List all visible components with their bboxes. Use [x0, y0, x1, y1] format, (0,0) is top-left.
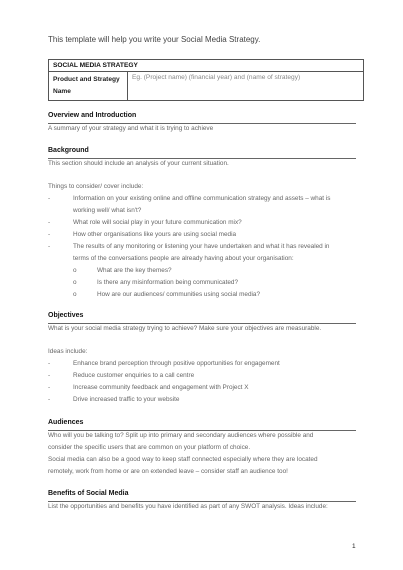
- audiences-line: remotely, work from home or are on extended leave – consider staff an audience too!: [48, 468, 288, 475]
- objectives-text: What is your social media strategy trying to achieve? Make sure your objectives are measurable.: [48, 325, 322, 332]
- intro-text: This template will help you write your Social Media Strategy.: [48, 35, 261, 44]
- audiences-line: Social media can also be a good way to keep staff connected especially where they are located: [48, 456, 318, 463]
- sub-bullet-marker: o: [73, 279, 77, 286]
- sub-bullet-marker: o: [73, 267, 77, 274]
- bullet-marker: -: [48, 231, 51, 238]
- benefits-text: List the opportunities and benefits you have identified as part of any SWOT analysis. Ideas include:: [48, 503, 328, 510]
- strategy-header-table: [48, 59, 364, 101]
- bullet-marker: -: [48, 372, 51, 379]
- list-item: Information on your existing online and offline communication strategy and assets – what is: [73, 195, 331, 202]
- list-item: Drive increased traffic to your website: [73, 396, 180, 403]
- table-title: SOCIAL MEDIA STRATEGY: [49, 60, 364, 72]
- sub-list-item: How are our audiences/ communities using social media?: [97, 291, 261, 298]
- bullet-marker: -: [48, 243, 51, 250]
- list-item: terms of the conversations people are already having about your organisation:: [73, 255, 294, 262]
- page-number: 1: [352, 543, 356, 550]
- table-label: Product and Strategy Name: [49, 72, 128, 101]
- list-item: What role will social play in your future communication mix?: [73, 219, 242, 226]
- list-item: Enhance brand perception through positive opportunities for engagement: [73, 360, 280, 367]
- audiences-heading: Audiences: [48, 419, 84, 426]
- list-item: The results of any monitoring or listening your have undertaken and what it has revealed in: [73, 243, 330, 250]
- bullet-marker: -: [48, 360, 51, 367]
- overview-heading: Overview and Introduction: [48, 112, 137, 119]
- audiences-rule: [48, 430, 356, 431]
- bullet-marker: -: [48, 219, 51, 226]
- audiences-line: consider the specific users that are common on your platform of choice.: [48, 444, 251, 451]
- list-item: Increase community feedback and engagement with Project X: [73, 384, 249, 391]
- bullet-marker: -: [48, 396, 51, 403]
- objectives-heading: Objectives: [48, 312, 84, 319]
- sub-list-item: Is there any misinformation being communicated?: [97, 279, 239, 286]
- benefits-rule: [48, 501, 356, 502]
- list-item: working well/ what isn't?: [73, 207, 142, 214]
- things-label: Things to consider/ cover include:: [48, 183, 144, 190]
- background-text: This section should include an analysis of your current situation.: [48, 160, 229, 167]
- list-item: Reduce customer enquiries to a call centre: [73, 372, 195, 379]
- bullet-marker: -: [48, 384, 51, 391]
- bullet-marker: -: [48, 195, 51, 202]
- list-item: How other organisations like yours are using social media: [73, 231, 237, 238]
- sub-bullet-marker: o: [73, 291, 77, 298]
- sub-list-item: What are the key themes?: [97, 267, 172, 274]
- table-value: Eg. (Project name) (financial year) and (name of strategy): [128, 72, 364, 101]
- ideas-label: Ideas include:: [48, 348, 88, 355]
- overview-text: A summary of your strategy and what it is trying to achieve: [48, 125, 214, 132]
- audiences-line: Who will you be talking to? Split up into primary and secondary audiences where possible and: [48, 432, 314, 439]
- background-heading: Background: [48, 147, 89, 154]
- benefits-heading: Benefits of Social Media: [48, 490, 129, 497]
